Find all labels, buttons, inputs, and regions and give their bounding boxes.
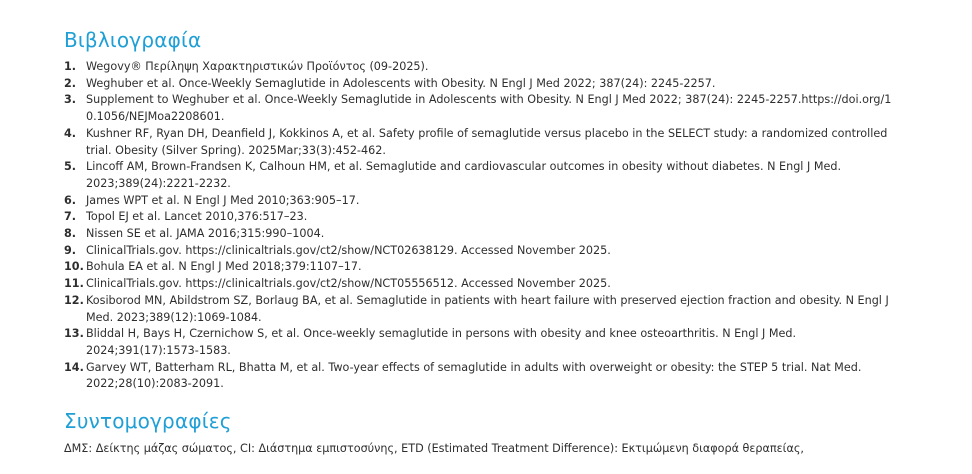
reference-text: Weghuber et al. Once-Weekly Semaglutide in Adolescents with Obesity. N Engl J Med 2022; 387(24): 2245-2257.: [86, 76, 716, 90]
reference-number: 12.: [64, 293, 84, 307]
reference-text: Kushner RF, Ryan DH, Deanfield J, Kokkinos A, et al. Safety profile of semaglutide versus placebo in the SELECT study: a randomized controlled trial. Obesity (Silver Spring). 2025Mar;33(3):452-462.: [86, 126, 888, 157]
reference-item: [64, 209, 896, 226]
reference-number: 9.: [64, 243, 77, 257]
reference-number: 13.: [64, 327, 84, 341]
reference-text: James WPT et al. N Engl J Med 2010;363:905–17.: [86, 193, 360, 207]
reference-number: 11.: [64, 277, 84, 291]
reference-text: ClinicalTrials.gov. https://clinicaltrials.gov/ct2/show/NCT05556512. Accessed November 2025.: [86, 277, 611, 291]
reference-item: [64, 126, 896, 159]
abbreviations-heading: Συντομογραφίες: [64, 409, 232, 433]
reference-text: Bohula EA et al. N Engl J Med 2018;379:1107–17.: [86, 260, 362, 274]
reference-number: 4.: [64, 126, 77, 140]
reference-item: [64, 259, 896, 276]
references-heading: Βιβλιογραφία: [64, 28, 202, 52]
reference-text: Lincoff AM, Brown-Frandsen K, Calhoun HM, et al. Semaglutide and cardiovascular outcomes in obesity without diabetes. N Engl J Med. 2023;389(24):2221-2232.: [86, 160, 842, 190]
reference-number: 5.: [64, 160, 77, 174]
references-list: [64, 59, 896, 393]
reference-item: [64, 92, 896, 125]
reference-text: Nissen SE et al. JAMA 2016;315:990–1004.: [86, 227, 325, 241]
reference-item: [64, 193, 896, 210]
reference-item: [64, 293, 896, 326]
reference-number: 6.: [64, 193, 77, 207]
reference-item: [64, 159, 896, 192]
reference-text: ClinicalTrials.gov. https://clinicaltrials.gov/ct2/show/NCT02638129. Accessed November 2025.: [86, 243, 611, 257]
reference-number: 3.: [64, 93, 77, 107]
reference-text: Topol EJ et al. Lancet 2010,376:517–23.: [86, 210, 308, 224]
reference-number: 8.: [64, 227, 77, 241]
reference-item: [64, 59, 896, 76]
reference-item: [64, 76, 896, 93]
reference-text: Garvey WT, Batterham RL, Bhatta M, et al. Two-year effects of semaglutide in adults with overweight or obesity: the STEP 5 trial. Nat Med. 2022;28(10):2083-2091.: [86, 360, 862, 391]
reference-text: Bliddal H, Bays H, Czernichow S, et al. Once-weekly semaglutide in persons with obesity and knee osteoarthritis. N Engl J Med. 2024;391(17):1573-1583.: [86, 327, 797, 357]
reference-number: 10.: [64, 260, 84, 274]
reference-item: [64, 276, 896, 293]
reference-item: [64, 226, 896, 243]
abbreviations-text: ΔΜΣ: Δείκτης μάζας σώματος, CI: Διάστημα εμπιστοσύνης, ETD (Estimated Treatment Difference): Εκτιμώμενη διαφορά θεραπείας,: [64, 442, 804, 455]
reference-text: Kosiborod MN, Abildstrom SZ, Borlaug BA, et al. Semaglutide in patients with heart failure with preserved ejection fraction and obesity. N Engl J Med. 2023;389(12):1069-1084.: [86, 293, 889, 324]
reference-item: [64, 326, 896, 359]
reference-item: [64, 243, 896, 260]
reference-item: [64, 360, 896, 393]
reference-number: 2.: [64, 76, 77, 90]
reference-number: 1.: [64, 60, 77, 73]
reference-number: 14.: [64, 360, 84, 374]
reference-number: 7.: [64, 210, 77, 224]
reference-text: Wegovy® Περίληψη Χαρακτηριστικών Προϊόντος (09-2025).: [86, 60, 429, 73]
reference-text: Supplement to Weghuber et al. Once-Weekly Semaglutide in Adolescents with Obesity. N Engl J Med 2022; 387(24): 2245-2257.https://doi.org/10.1056/NEJMoa2208601.: [86, 93, 892, 124]
